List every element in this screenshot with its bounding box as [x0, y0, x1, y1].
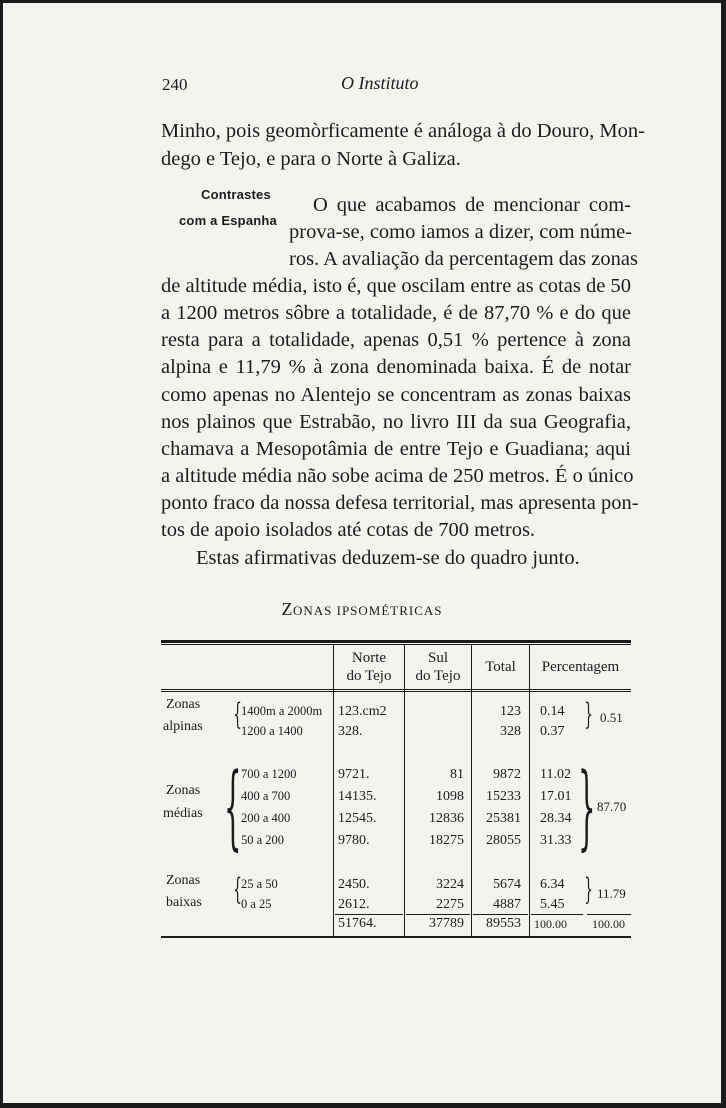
row-range: 1400m a 2000m [241, 704, 323, 718]
group-subtotal: 0.51 [600, 710, 623, 725]
row-norte: 2450. [338, 877, 370, 892]
col-divider [333, 645, 334, 936]
row-pct: 0.37 [540, 724, 565, 739]
row-total: 328 [500, 724, 521, 739]
table-title: ZONAS IPSOMÉTRICAS [281, 599, 443, 619]
row-range: 1200 a 1400 [241, 724, 303, 738]
group-label: Zonas [166, 783, 201, 798]
row-sul: 18275 [429, 833, 464, 848]
brace-left: { [233, 872, 242, 907]
row-norte: 12545. [338, 811, 377, 826]
sidenote-line: com a Espanha [179, 213, 277, 228]
row-range: 50 a 200 [241, 833, 285, 847]
row-pct: 0.14 [540, 704, 565, 719]
table-header-rule [161, 689, 631, 690]
row-range: 400 a 700 [241, 789, 291, 803]
total-pct: 100.00 [534, 917, 567, 931]
brace-right: } [584, 697, 593, 732]
header-percentagem: Percentagem [541, 659, 620, 675]
row-pct: 6.34 [540, 877, 565, 892]
text-line: Minho, pois geomòrficamente é análoga à do Douro, Mon- [161, 120, 645, 142]
header-total: Total [485, 659, 516, 675]
text-line: como apenas no Alentejo se concentram as zonas baixas [161, 384, 631, 406]
sum-rule [406, 914, 470, 915]
text-line: ponto fraco da nossa defesa territorial, mas apresenta pon- [161, 492, 639, 514]
text-line: O que acabamos de mencionar com- [313, 194, 631, 216]
group-subtotal: 11.79 [597, 886, 626, 901]
row-total: 5674 [493, 877, 521, 892]
col-divider [529, 645, 530, 936]
row-pct: 17.01 [540, 789, 572, 804]
text-line: tos de apoio isolados até cotas de 700 metros. [161, 519, 536, 541]
text-line: a altitude média não sobe acima de 250 metros. É o único [161, 465, 634, 487]
table-top-rule-thin [161, 644, 631, 645]
header-sul: Sul do Tejo [415, 650, 461, 684]
sum-rule [335, 914, 403, 915]
text-line: prova-se, como iamos a dizer, com núme- [289, 221, 633, 243]
row-sul: 81 [450, 767, 464, 782]
sum-rule [587, 914, 631, 915]
row-total: 9872 [493, 767, 521, 782]
row-sul: 1098 [436, 789, 464, 804]
header-norte: Norte do Tejo [346, 650, 392, 684]
row-total: 25381 [486, 811, 521, 826]
row-range: 25 a 50 [241, 877, 278, 891]
col-divider [471, 645, 472, 936]
col-divider [404, 645, 405, 936]
total-pct-sum: 100.00 [592, 917, 625, 931]
row-pct: 28.34 [540, 811, 572, 826]
row-norte: 328. [338, 724, 363, 739]
brace-right: } [578, 753, 596, 860]
row-norte: 9721. [338, 767, 370, 782]
row-sul: 12836 [429, 811, 464, 826]
group-label: médias [163, 806, 203, 821]
table-bottom-rule [161, 936, 631, 938]
row-total: 15233 [486, 789, 521, 804]
running-title: O Instituto [341, 73, 419, 93]
total-sul: 37789 [429, 916, 464, 931]
table-header-rule-2 [161, 691, 631, 692]
row-pct: 5.45 [540, 897, 565, 912]
row-range: 200 a 400 [241, 811, 291, 825]
text-line: dego e Tejo, e para o Norte à Galiza. [161, 148, 461, 170]
row-range: 700 a 1200 [241, 767, 297, 781]
row-pct: 11.02 [540, 767, 571, 782]
row-pct: 31.33 [540, 833, 572, 848]
text-line: alpina e 11,79 % à zona denominada baixa. É de notar [161, 356, 631, 378]
row-total: 28055 [486, 833, 521, 848]
row-norte: 9780. [338, 833, 370, 848]
brace-left: { [224, 753, 242, 860]
page-number: 240 [162, 75, 188, 94]
group-label: baixas [166, 895, 202, 910]
text-line: de altitude média, isto é, que oscilam entre as cotas de 50 [161, 275, 631, 297]
row-range: 0 a 25 [241, 897, 272, 911]
sum-rule [531, 914, 583, 915]
total-total: 89553 [486, 916, 521, 931]
row-norte: 2612. [338, 897, 370, 912]
group-label: Zonas [166, 697, 201, 712]
group-label: alpinas [163, 719, 203, 734]
text-line: chamava a Mesopotâmia de entre Tejo e Guadiana; aqui [161, 438, 631, 460]
text-line: Estas afirmativas deduzem-se do quadro junto. [196, 547, 580, 569]
text-line: ros. A avaliação da percentagem das zonas [289, 248, 638, 270]
row-norte: 14135. [338, 789, 377, 804]
sidenote-line: Contrastes [201, 187, 271, 202]
book-page [3, 3, 721, 1103]
sum-rule [473, 914, 528, 915]
text-line: resta para a totalidade, apenas 0,51 % pertence à zona [161, 329, 631, 351]
row-sul: 2275 [436, 897, 464, 912]
row-sul: 3224 [436, 877, 464, 892]
group-label: Zonas [166, 873, 201, 888]
row-norte: 123.cm2 [338, 704, 387, 719]
brace-right: } [584, 872, 593, 907]
text-line: a 1200 metros sôbre a totalidade, é de 87,70 % e do que [161, 302, 631, 324]
text-line: nos plainos que Estrabão, no livro III da sua Geografia, [161, 411, 631, 433]
total-norte: 51764. [338, 916, 377, 931]
row-total: 4887 [493, 897, 521, 912]
group-subtotal: 87.70 [597, 799, 627, 814]
row-total: 123 [500, 704, 521, 719]
brace-left: { [233, 697, 242, 732]
table-top-rule [161, 640, 631, 643]
